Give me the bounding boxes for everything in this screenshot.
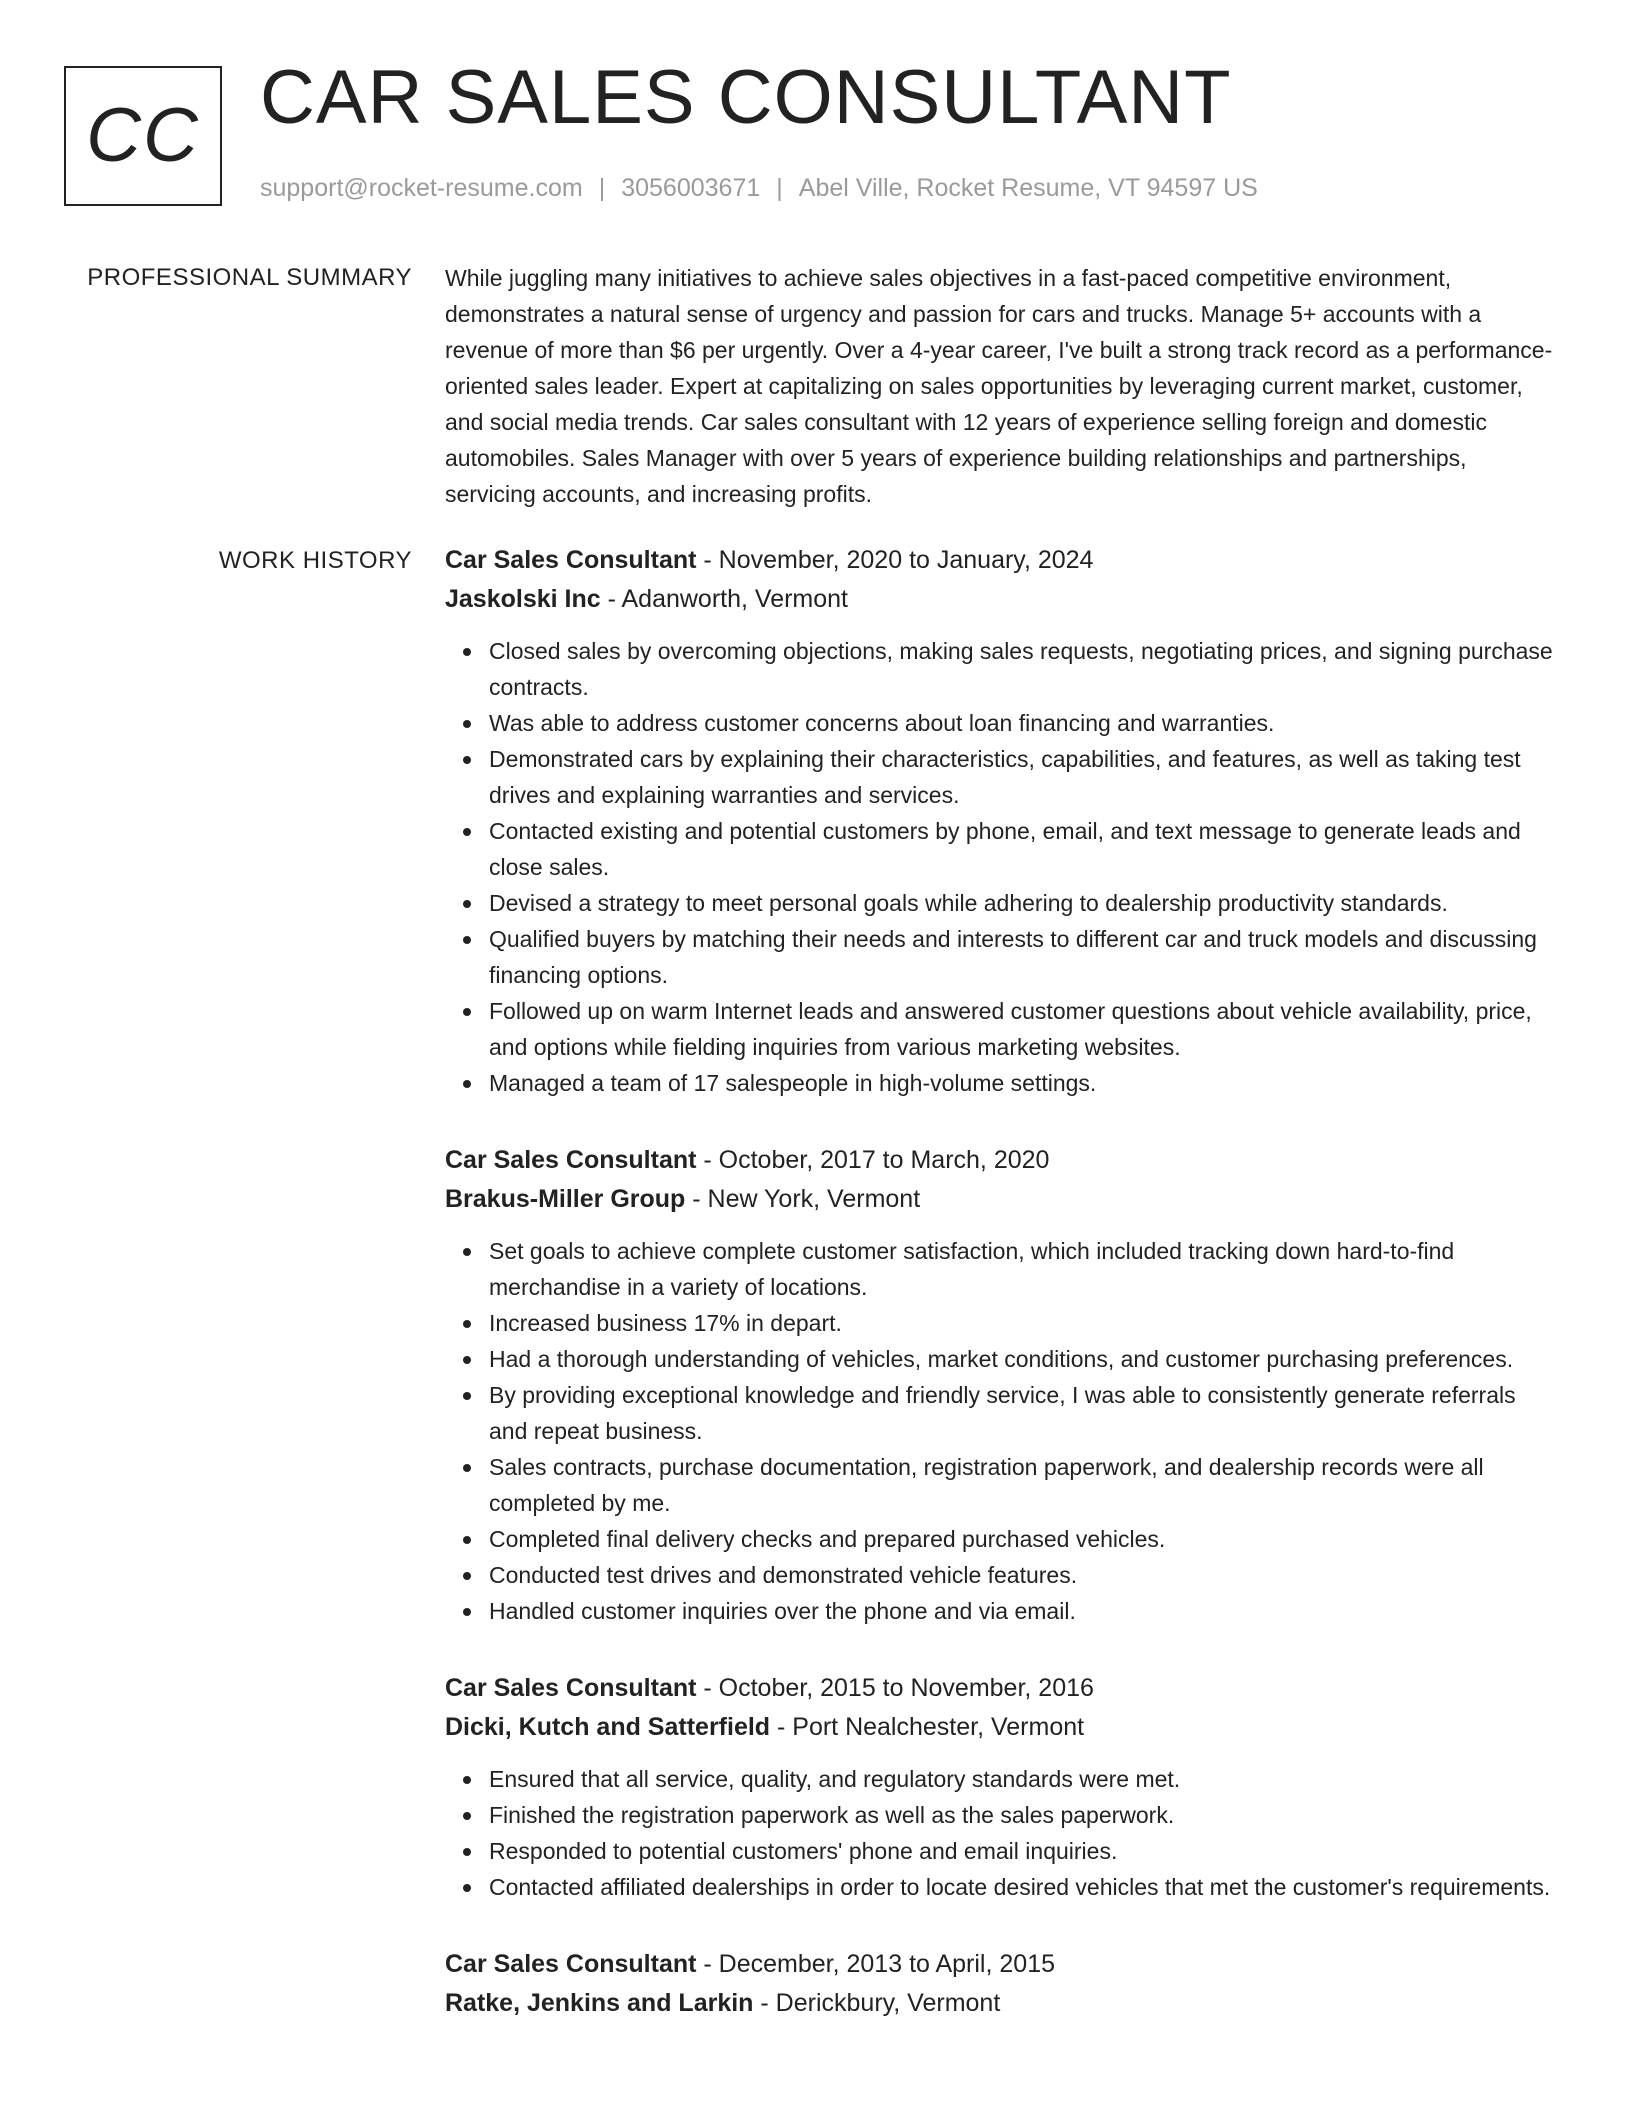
job-bullet-item: Closed sales by overcoming objections, making sales requests, negotiating prices, and signing purchase contracts. [489, 633, 1560, 705]
job-bullet-item: Qualified buyers by matching their needs and interests to different car and truck models and discussing financing options. [489, 921, 1560, 993]
section-label-summary: PROFESSIONAL SUMMARY [87, 264, 412, 291]
summary-body [445, 260, 1560, 512]
job-bullet-item: Contacted affiliated dealerships in order to locate desired vehicles that met the customer's requirements. [489, 1869, 1560, 1905]
job-bullet-item: Was able to address customer concerns about loan financing and warranties. [489, 705, 1560, 741]
monogram-badge [64, 66, 222, 206]
contact-separator: | [776, 174, 783, 202]
job-title-line [445, 1945, 1560, 1984]
job-title: Car Sales Consultant [445, 1950, 697, 1978]
job-dates: - October, 2015 to November, 2016 [696, 1674, 1094, 1702]
job-bullet-item: Ensured that all service, quality, and regulatory standards were met. [489, 1761, 1560, 1797]
job-title: Car Sales Consultant [445, 1146, 697, 1174]
job-location: - Adanworth, Vermont [600, 585, 849, 613]
job-title: Car Sales Consultant [445, 546, 697, 574]
job-company: Brakus-Miller Group [445, 1185, 686, 1213]
monogram-initials: CC [86, 93, 200, 178]
job-bullet-item: Handled customer inquiries over the phone and via email. [489, 1593, 1560, 1629]
job-title-line [445, 1141, 1560, 1180]
job-bullet-item: Responded to potential customers' phone and email inquiries. [489, 1833, 1560, 1869]
job-bullet-item: Conducted test drives and demonstrated vehicle features. [489, 1557, 1560, 1593]
job-bullet-item: Followed up on warm Internet leads and answered customer questions about vehicle availability, price, and options while fielding inquiries from various marketing websites. [489, 993, 1560, 1065]
job-location: - New York, Vermont [685, 1185, 921, 1213]
contact-separator: | [598, 174, 606, 202]
resume-title: CAR SALES CONSULTANT [260, 55, 1232, 140]
section-label-work-history: WORK HISTORY [218, 547, 412, 574]
job-bullet-item: Contacted existing and potential customers by phone, email, and text message to generate leads and close sales. [489, 813, 1560, 885]
job-company: Ratke, Jenkins and Larkin [445, 1989, 754, 2017]
job-bullet-item: Finished the registration paperwork as well as the sales paperwork. [489, 1797, 1560, 1833]
job-dates: - November, 2020 to January, 2024 [696, 546, 1094, 574]
job-bullet-item: Sales contracts, purchase documentation, registration paperwork, and dealership records were all completed by me. [489, 1449, 1560, 1521]
work-history-body [445, 541, 1560, 2063]
job-dates: - December, 2013 to April, 2015 [696, 1950, 1055, 1978]
job-company-line [445, 1180, 1560, 1219]
job-bullet-item: Managed a team of 17 salespeople in high-volume settings. [489, 1065, 1560, 1101]
job-entry [445, 1669, 1560, 1905]
job-bullet-list [445, 1233, 1560, 1629]
job-bullet-item: Demonstrated cars by explaining their characteristics, capabilities, and features, as well as taking test drives and explaining warranties and services. [489, 741, 1560, 813]
job-entry [445, 1945, 1560, 2023]
job-company-line [445, 580, 1560, 619]
job-bullet-item: Devised a strategy to meet personal goals while adhering to dealership productivity standards. [489, 885, 1560, 921]
job-bullet-list [445, 1761, 1560, 1905]
job-title-line [445, 541, 1560, 580]
job-location: - Derickbury, Vermont [753, 1989, 1001, 2017]
contact-address: Abel Ville, Rocket Resume, VT 94597 US [798, 174, 1258, 202]
job-bullet-list [445, 633, 1560, 1101]
summary-text: While juggling many initiatives to achieve sales objectives in a fast-paced competitive environment, demonstrates a natural sense of urgency and passion for cars and trucks. Manage 5+ accounts with a revenue of more than $6 per urgently. Over a 4-year career, I've built a strong track record as a performance-oriented sales leader. Expert at capitalizing on sales opportunities by leveraging current market, customer, and social media trends. Car sales consultant with 12 years of experience selling foreign and domestic automobiles. Sales Manager with over 5 years of experience building relationships and partnerships, servicing accounts, and increasing profits. [445, 265, 1553, 507]
job-dates: - October, 2017 to March, 2020 [696, 1146, 1050, 1174]
contact-phone[interactable]: 3056003671 [621, 174, 761, 202]
contact-line [260, 174, 1258, 203]
job-entry [445, 541, 1560, 1101]
job-company: Jaskolski Inc [445, 585, 601, 613]
job-location: - Port Nealchester, Vermont [770, 1713, 1085, 1741]
job-title-line [445, 1669, 1560, 1708]
job-bullet-item: Completed final delivery checks and prepared purchased vehicles. [489, 1521, 1560, 1557]
job-bullet-item: Set goals to achieve complete customer satisfaction, which included tracking down hard-to-find merchandise in a variety of locations. [489, 1233, 1560, 1305]
job-bullet-item: By providing exceptional knowledge and friendly service, I was able to consistently generate referrals and repeat business. [489, 1377, 1560, 1449]
job-title: Car Sales Consultant [445, 1674, 697, 1702]
job-company: Dicki, Kutch and Satterfield [445, 1713, 771, 1741]
job-bullet-item: Increased business 17% in depart. [489, 1305, 1560, 1341]
job-entry [445, 1141, 1560, 1629]
job-company-line [445, 1984, 1560, 2023]
job-bullet-item: Had a thorough understanding of vehicles, market conditions, and customer purchasing preferences. [489, 1341, 1560, 1377]
job-company-line [445, 1708, 1560, 1747]
contact-email[interactable]: support@rocket-resume.com [260, 174, 583, 202]
